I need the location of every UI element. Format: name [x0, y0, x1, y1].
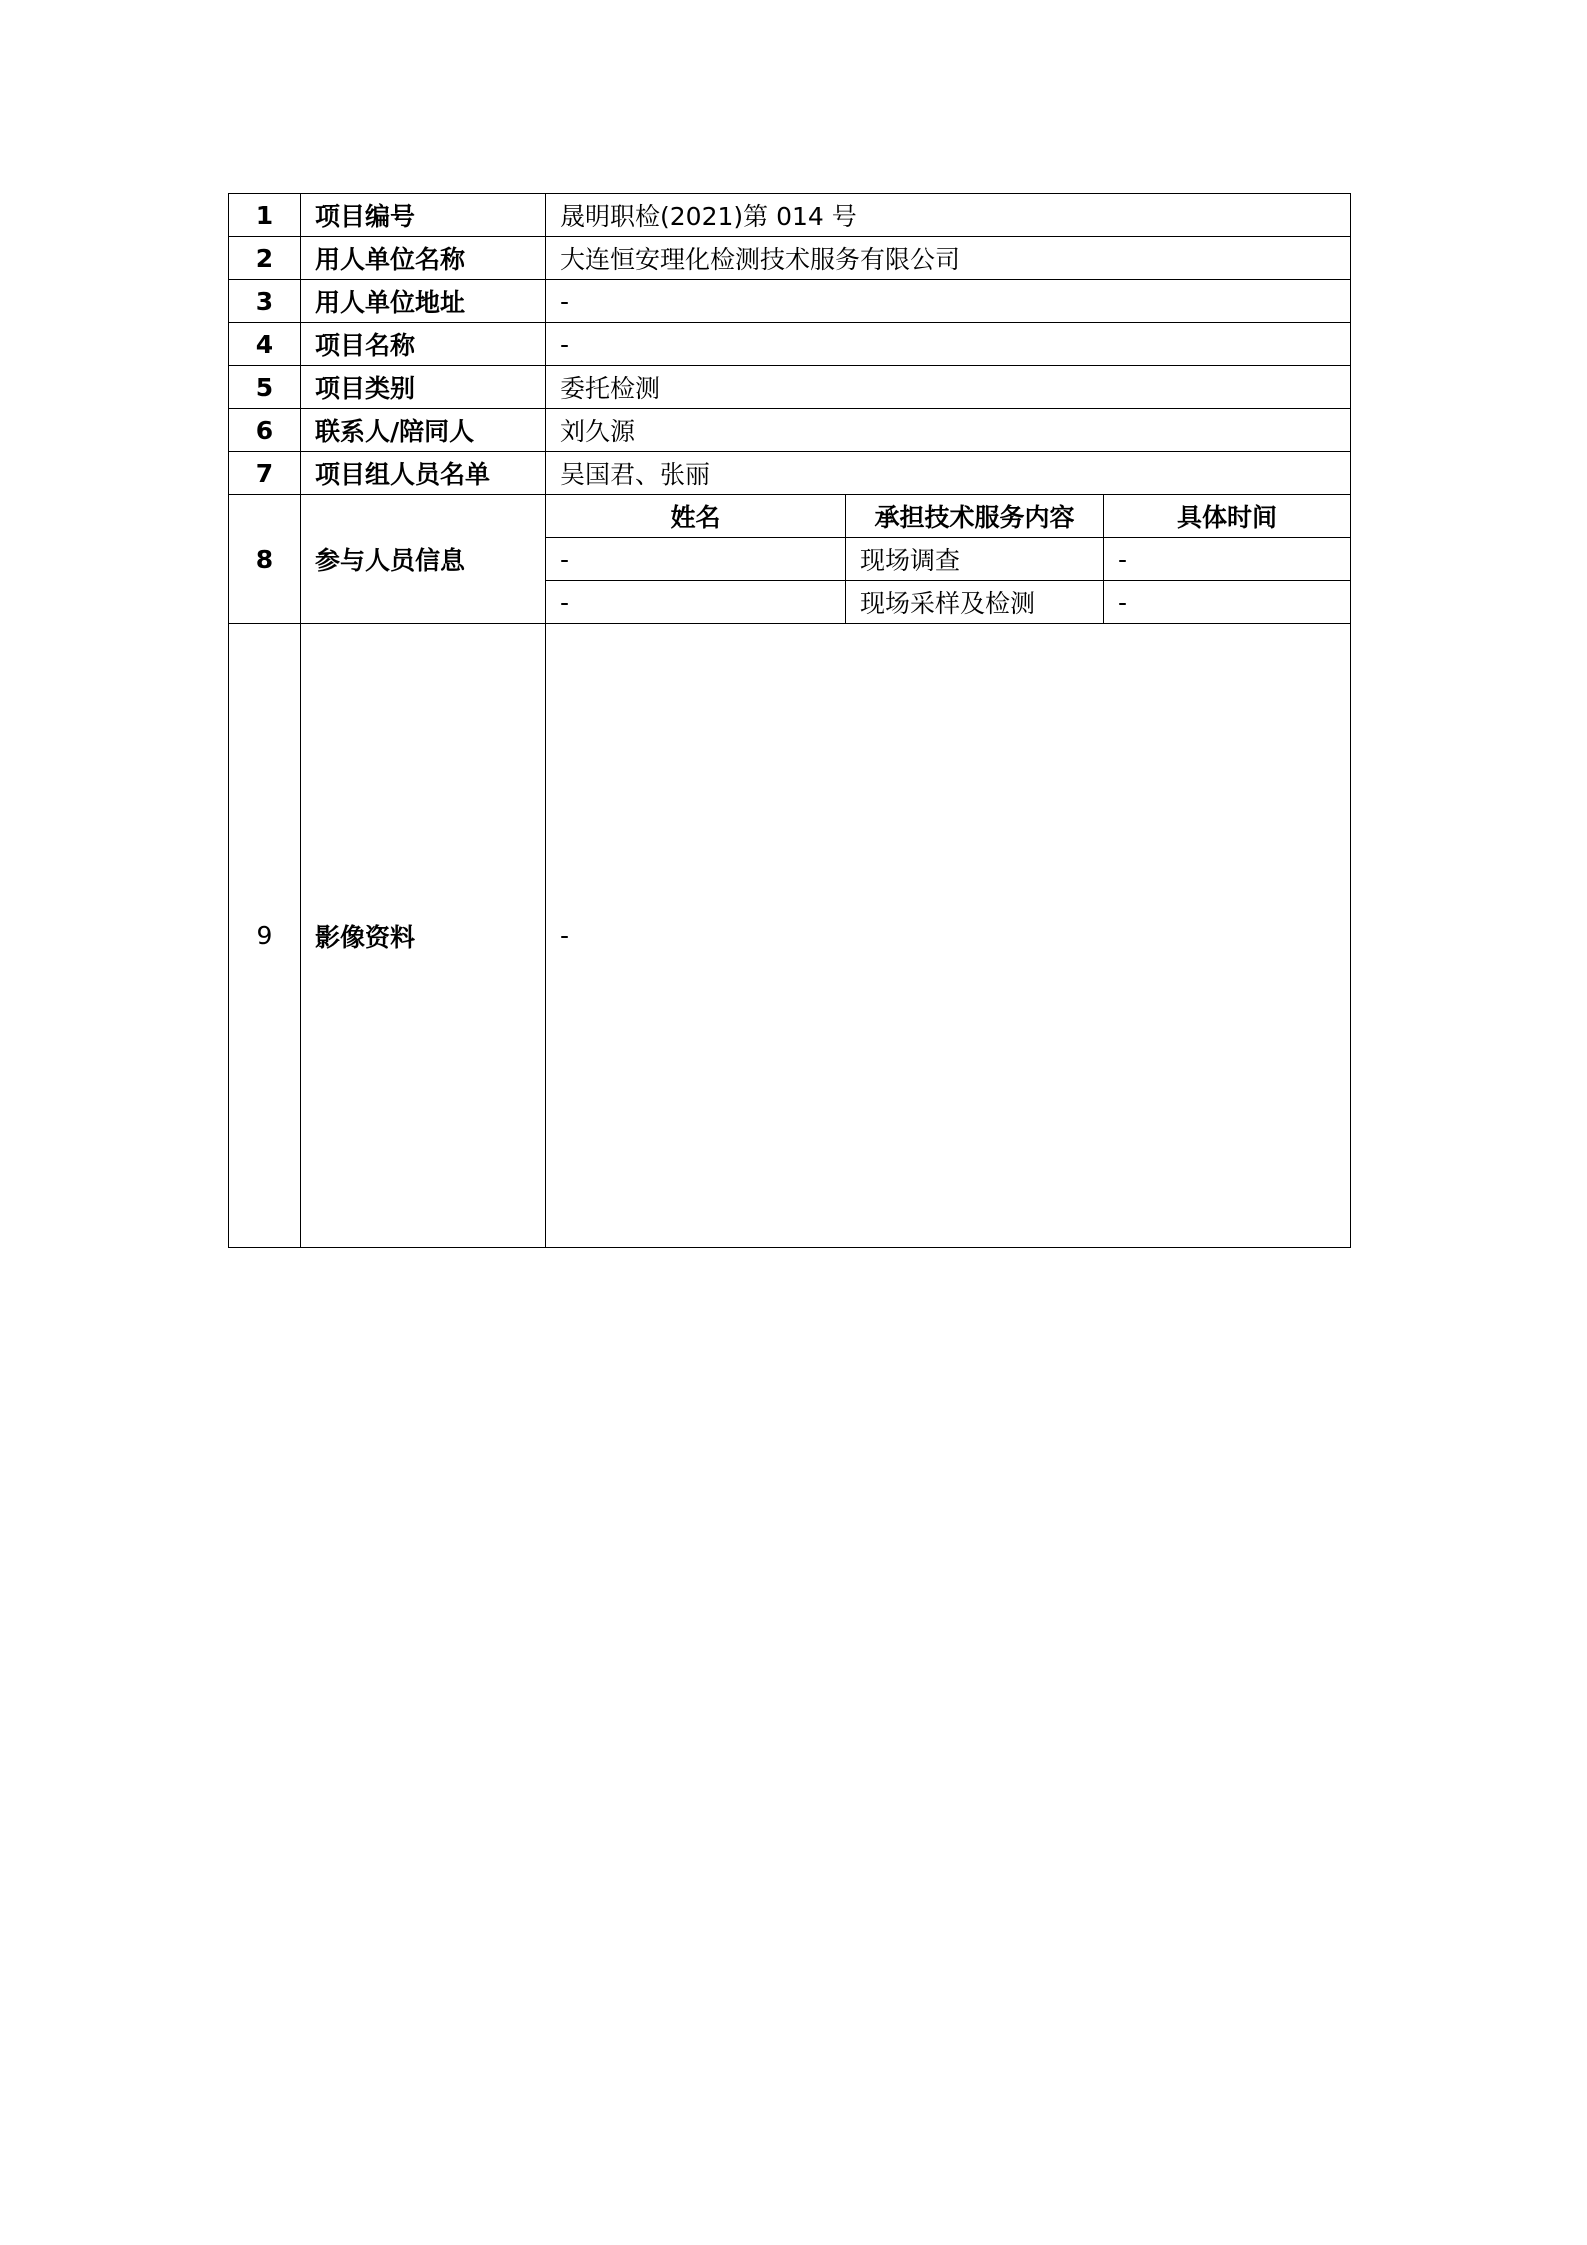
row-number: 5 [229, 366, 301, 409]
row-contact-person [229, 409, 1351, 452]
participants-header-time: 具体时间 [1104, 495, 1351, 538]
row-number: 3 [229, 280, 301, 323]
row-value: 晟明职检(2021)第 014 号 [546, 194, 1351, 237]
row-value: - [546, 323, 1351, 366]
row-project-name [229, 323, 1351, 366]
row-value: - [546, 280, 1351, 323]
row-number: 1 [229, 194, 301, 237]
participants-header-name: 姓名 [546, 495, 846, 538]
row-label: 联系人/陪同人 [301, 409, 546, 452]
row-project-number [229, 194, 1351, 237]
row-participants-header [229, 495, 1351, 538]
row-label: 用人单位地址 [301, 280, 546, 323]
row-value: 委托检测 [546, 366, 1351, 409]
row-image-materials [229, 624, 1351, 1248]
row-label: 影像资料 [301, 624, 546, 1248]
row-value: 大连恒安理化检测技术服务有限公司 [546, 237, 1351, 280]
row-team-members [229, 452, 1351, 495]
row-number: 9 [229, 624, 301, 1248]
row-label: 项目编号 [301, 194, 546, 237]
row-number: 2 [229, 237, 301, 280]
row-value: - [546, 624, 1351, 1248]
row-label: 参与人员信息 [301, 495, 546, 624]
row-number: 7 [229, 452, 301, 495]
participant-time: - [1104, 581, 1351, 624]
row-number: 4 [229, 323, 301, 366]
participant-content: 现场采样及检测 [846, 581, 1104, 624]
row-label: 项目类别 [301, 366, 546, 409]
row-employer-address [229, 280, 1351, 323]
project-info-table [228, 193, 1351, 1248]
row-label: 项目名称 [301, 323, 546, 366]
row-number: 8 [229, 495, 301, 624]
participant-time: - [1104, 538, 1351, 581]
row-label: 项目组人员名单 [301, 452, 546, 495]
row-value: 刘久源 [546, 409, 1351, 452]
row-project-category [229, 366, 1351, 409]
row-value: 吴国君、张丽 [546, 452, 1351, 495]
row-label: 用人单位名称 [301, 237, 546, 280]
participant-name: - [546, 538, 846, 581]
row-employer-name [229, 237, 1351, 280]
participants-header-content: 承担技术服务内容 [846, 495, 1104, 538]
row-number: 6 [229, 409, 301, 452]
participant-name: - [546, 581, 846, 624]
participant-content: 现场调查 [846, 538, 1104, 581]
